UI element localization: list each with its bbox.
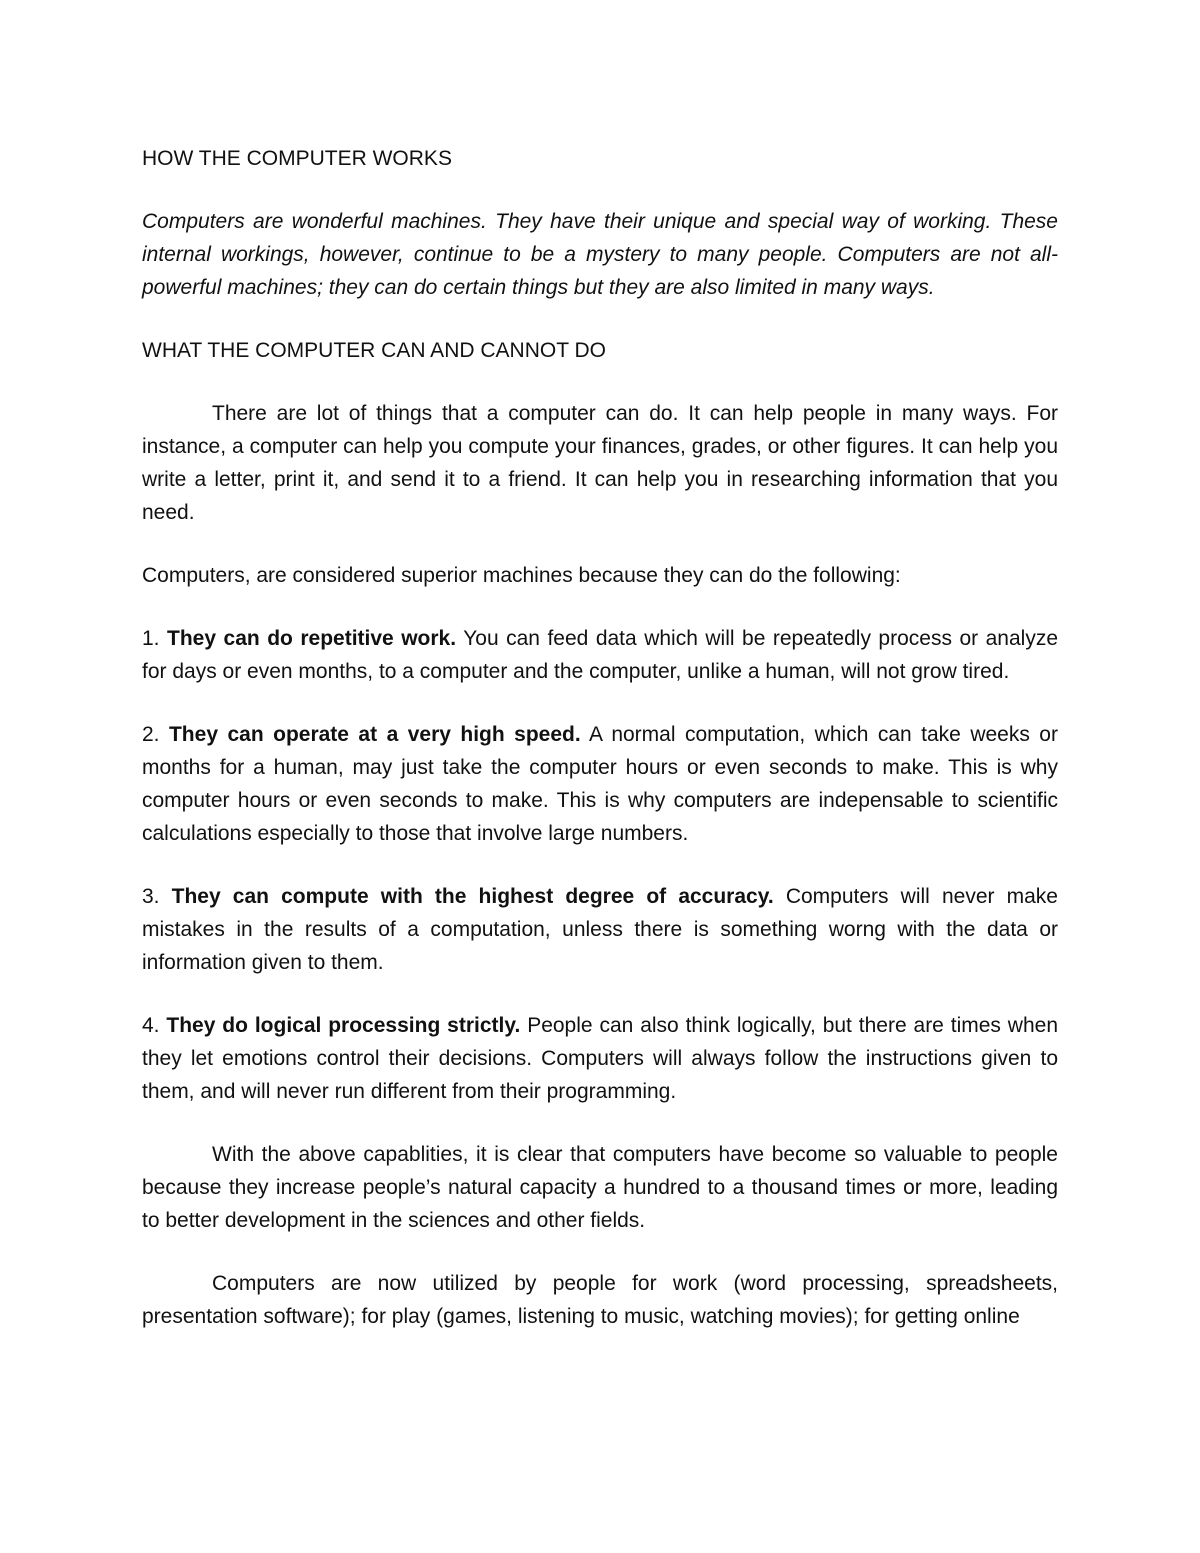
point-title: They can do repetitive work. — [167, 627, 457, 650]
point-item-2 — [142, 718, 1058, 850]
point-number: 1. — [142, 627, 160, 650]
point-text: A normal computation, which can take weeks or months for a human, may just take the computer hours or even seconds to make. This is why computer hours or even seconds to make. This is why computers are indepensable to scientific calculations especially to those that involve large numbers. — [142, 723, 1058, 845]
point-item-3 — [142, 880, 1058, 979]
point-title: They can operate at a very high speed. — [168, 723, 581, 746]
point-number: 4. — [142, 1014, 160, 1037]
point-number: 3. — [142, 885, 160, 908]
lead-in-paragraph: Computers, are considered superior machines because they can do the following: — [142, 564, 901, 587]
point-item-4 — [142, 1009, 1058, 1108]
body-paragraph-1: There are lot of things that a computer can do. It can help people in many ways. For instance, a computer can help you compute your finances, grades, or other figures. It can help you write a letter, print it, and send it to a friend. It can help you in researching information that you need. — [142, 402, 1058, 524]
section-heading: WHAT THE COMPUTER CAN AND CANNOT DO — [142, 339, 606, 362]
point-text: People can also think logically, but there are times when they let emotions control their decisions. Computers will always follow the instructions given to them, and will never run different from their programming. — [142, 1014, 1059, 1103]
body-paragraph-3: Computers are now utilized by people for work (word processing, spreadsheets, presentation software); for play (games, listening to music, watching movies); for getting online — [142, 1272, 1058, 1328]
point-text: Computers will never make mistakes in the results of a computation, unless there is something worng with the data or information given to them. — [142, 885, 1058, 974]
point-item-1 — [142, 622, 1058, 688]
point-text: You can feed data which will be repeatedly process or analyze for days or even months, to a computer and the computer, unlike a human, will not grow tired. — [142, 627, 1058, 683]
intro-paragraph: Computers are wonderful machines. They have their unique and special way of working. These internal workings, however, continue to be a mystery to many people. Computers are not all-powerful machines; they can do certain things but they are also limited in many ways. — [142, 210, 1058, 299]
document-body — [142, 142, 1058, 1333]
point-number: 2. — [142, 723, 160, 746]
point-title: They can compute with the highest degree of accuracy. — [171, 885, 774, 908]
body-paragraph-2: With the above capablities, it is clear that computers have become so valuable to people because they increase people’s natural capacity a hundred to a thousand times or more, leading to better development in the sciences and other fields. — [142, 1143, 1058, 1232]
point-title: They do logical processing strictly. — [166, 1014, 521, 1037]
document-title: HOW THE COMPUTER WORKS — [142, 147, 452, 170]
